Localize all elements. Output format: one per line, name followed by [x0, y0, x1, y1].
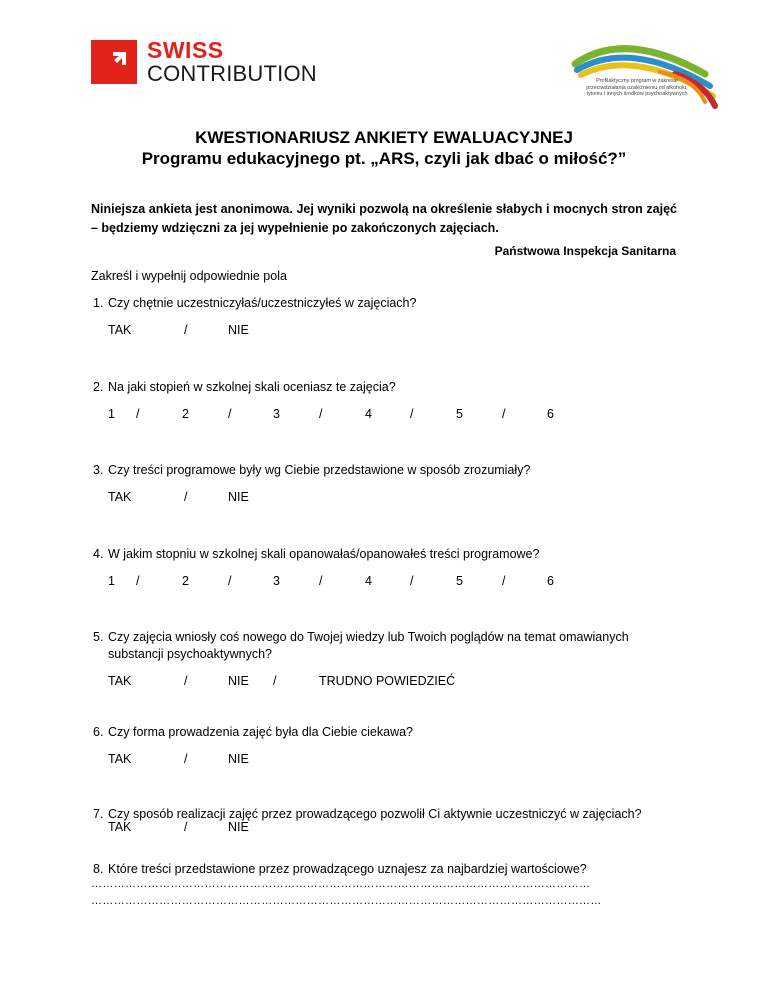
q4-separator: /: [319, 574, 323, 588]
q2-separator: /: [502, 407, 506, 421]
q2-separator: /: [136, 407, 140, 421]
q5-separator: /: [273, 674, 277, 688]
q3-separator: /: [184, 490, 188, 504]
question-1-text: Czy chętnie uczestniczyłaś/uczestniczyłeś w zajęciach?: [108, 296, 417, 310]
page-subtitle: Programu edukacyjnego pt. „ARS, czyli jak dbać o miłość?”: [141, 149, 627, 168]
question-5-text-line2: substancji psychoaktywnych?: [108, 647, 272, 661]
page-title: KWESTIONARIUSZ ANKIETY EWALUACYJNEJ: [195, 128, 573, 147]
q2-option-5[interactable]: 5: [456, 407, 463, 421]
q6-option-nie[interactable]: NIE: [228, 752, 249, 766]
q4-option-3[interactable]: 3: [273, 574, 280, 588]
q1-separator: /: [184, 323, 188, 337]
q4-option-2[interactable]: 2: [182, 574, 189, 588]
q2-option-2[interactable]: 2: [182, 407, 189, 421]
question-6: 6. Czy forma prowadzenia zajęć była dla Ciebie ciekawa?: [93, 725, 414, 739]
q2-separator: /: [228, 407, 232, 421]
swiss-contribution-logo: [91, 37, 317, 86]
question-7-text: Czy sposób realizacji zajęć przez prowadzącego pozwolił Ci aktywnie uczestniczyć w zajęciach?: [108, 807, 642, 821]
q5-option-trudno-powiedziec[interactable]: TRUDNO POWIEDZIEĆ: [319, 674, 456, 688]
q5-separator: /: [184, 674, 188, 688]
q3-option-nie[interactable]: NIE: [228, 490, 249, 504]
instruction-text: Zakreśl i wypełnij odpowiednie pola: [91, 269, 287, 283]
q4-option-5[interactable]: 5: [456, 574, 463, 588]
program-logo-arcs-icon: [555, 34, 725, 114]
question-4: 4. W jakim stopniu w szkolnej skali opanowałaś/opanowałeś treści programowe?: [93, 547, 540, 561]
q2-separator: /: [410, 407, 414, 421]
q2-option-4[interactable]: 4: [365, 407, 372, 421]
q7-option-tak[interactable]: TAK: [108, 820, 132, 834]
q6-separator: /: [184, 752, 188, 766]
program-logo: [555, 34, 725, 114]
logo-word-swiss: SWISS: [147, 37, 224, 63]
question-7: 7. Czy sposób realizacji zajęć przez prowadzącego pozwolił Ci aktywnie uczestniczyć w zajęciach?: [93, 807, 642, 821]
q4-option-1[interactable]: 1: [108, 574, 115, 588]
q1-option-nie[interactable]: NIE: [228, 323, 249, 337]
question-2-text: Na jaki stopień w szkolnej skali oceniasz te zajęcia?: [108, 380, 396, 394]
q4-option-6[interactable]: 6: [547, 574, 554, 588]
organization-name: Państwowa Inspekcja Sanitarna: [494, 244, 676, 258]
q5-option-nie[interactable]: NIE: [228, 674, 249, 688]
q6-option-tak[interactable]: TAK: [108, 752, 132, 766]
q5-option-tak[interactable]: TAK: [108, 674, 132, 688]
program-logo-caption: Profilaktyczny program w zakresie przeciwdziałania uzależnieniu od alkoholu, tytoniu i innych środków psychoaktywnych: [586, 78, 688, 97]
q8-answer-line-2[interactable]: ………………………………………………………………………………………………………………………: [91, 895, 602, 907]
q3-option-tak[interactable]: TAK: [108, 490, 132, 504]
q4-separator: /: [136, 574, 140, 588]
q8-answer-line-1[interactable]: ……………………………………………………………………………………………………………………: [91, 878, 591, 890]
q7-separator: /: [184, 820, 188, 834]
q2-option-3[interactable]: 3: [273, 407, 280, 421]
intro-text: Niniejsza ankieta jest anonimowa. Jej wyniki pozwolą na określenie słabych i mocnych stron zajęć – będziemy wdzięczni za jej wypełnienie po zakończonych zajęciach.: [91, 202, 677, 235]
q2-option-6[interactable]: 6: [547, 407, 554, 421]
q1-option-tak[interactable]: TAK: [108, 323, 132, 337]
q4-separator: /: [228, 574, 232, 588]
q4-separator: /: [502, 574, 506, 588]
question-1: 1. Czy chętnie uczestniczyłaś/uczestniczyłeś w zajęciach?: [93, 296, 417, 310]
logo-word-contribution: CONTRIBUTION: [147, 61, 317, 86]
question-8: 8. Które treści przedstawione przez prowadzącego uznajesz za najbardziej wartościowe?: [93, 862, 587, 876]
question-3: 3. Czy treści programowe były wg Ciebie przedstawione w sposób zrozumiały?: [93, 463, 531, 477]
q2-option-1[interactable]: 1: [108, 407, 115, 421]
q4-option-4[interactable]: 4: [365, 574, 372, 588]
swiss-flag-icon: [91, 40, 137, 84]
q2-separator: /: [319, 407, 323, 421]
q4-separator: /: [410, 574, 414, 588]
question-3-text: Czy treści programowe były wg Ciebie przedstawione w sposób zrozumiały?: [108, 463, 531, 477]
question-2: 2. Na jaki stopień w szkolnej skali oceniasz te zajęcia?: [93, 380, 396, 394]
q7-option-nie[interactable]: NIE: [228, 820, 249, 834]
question-5: 5. Czy zajęcia wniosły coś nowego do Twojej wiedzy lub Twoich poglądów na temat omawianych substancji psychoaktywnych?: [93, 629, 678, 663]
question-5-text: Czy zajęcia wniosły coś nowego do Twojej wiedzy lub Twoich poglądów na temat omawianych: [108, 630, 629, 644]
question-6-text: Czy forma prowadzenia zajęć była dla Ciebie ciekawa?: [108, 725, 414, 739]
question-8-text: Które treści przedstawione przez prowadzącego uznajesz za najbardziej wartościowe?: [108, 862, 587, 876]
question-4-text: W jakim stopniu w szkolnej skali opanowałaś/opanowałeś treści programowe?: [108, 547, 540, 561]
